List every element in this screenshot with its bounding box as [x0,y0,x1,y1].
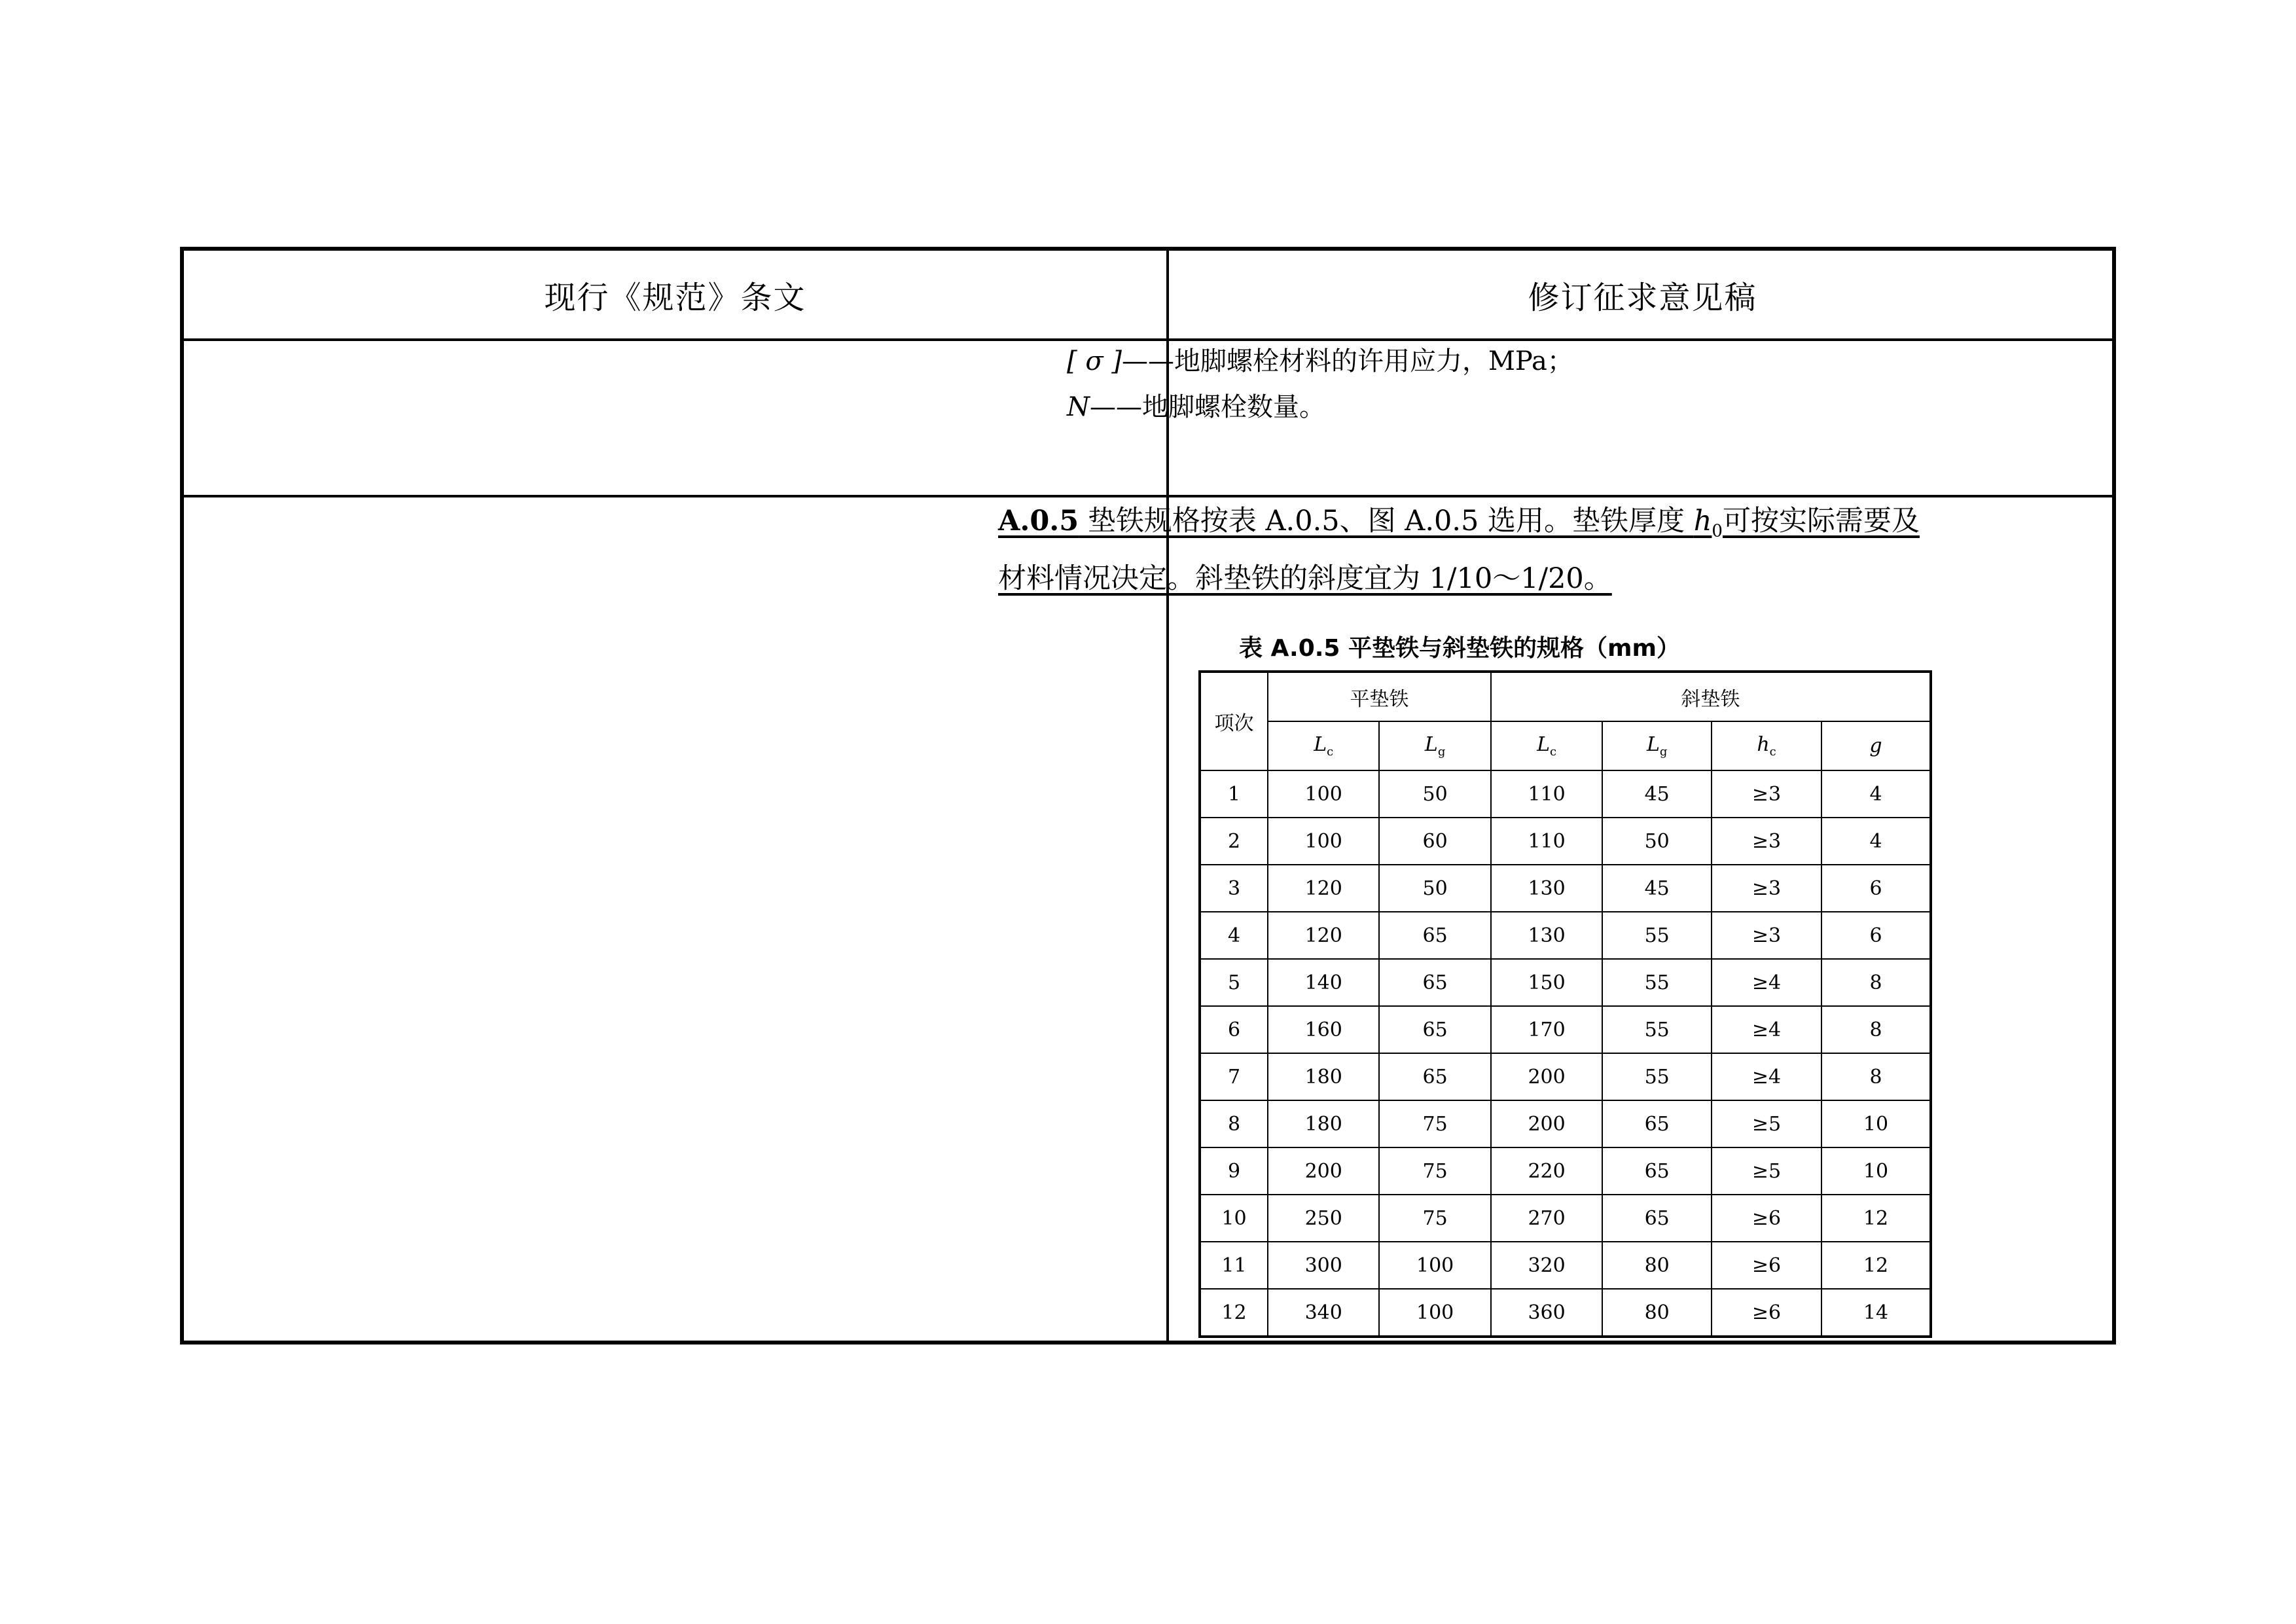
subheader-3: $L_g$ [1602,721,1712,770]
table-row [1200,1006,1931,1053]
table-cell: 45 [1602,770,1712,818]
table-cell: 150 [1491,959,1602,1006]
table-cell: 50 [1602,818,1712,865]
table-cell: 6 [1821,912,1931,959]
definition-text: ——地脚螺栓数量。 [1090,392,1325,422]
group-slope-header: 斜垫铁 [1491,672,1931,721]
table-cell: 340 [1268,1289,1379,1337]
table-caption: 表 A.0.5 平垫铁与斜垫铁的规格（mm） [1238,635,1681,662]
table-cell: ≥4 [1712,1053,1821,1100]
table-cell: 75 [1379,1195,1490,1242]
table-cell: 4 [1821,818,1931,865]
table-cell: 4 [1821,770,1931,818]
table-cell: 200 [1268,1147,1379,1195]
table-row [1200,1289,1931,1337]
table-cell: 110 [1491,818,1602,865]
table-cell: 12 [1200,1289,1268,1337]
table-cell: ≥3 [1712,818,1821,865]
table-cell: 6 [1200,1006,1268,1053]
table-row [1200,1147,1931,1195]
table-cell: 55 [1602,1006,1712,1053]
table-cell: ≥5 [1712,1147,1821,1195]
table-row [1200,912,1931,959]
table-cell: 12 [1821,1242,1931,1289]
table-cell: 45 [1602,865,1712,912]
table-clip [985,670,1932,1341]
table-cell: 140 [1268,959,1379,1006]
table-cell: ≥4 [1712,1006,1821,1053]
table-cell: 160 [1268,1006,1379,1053]
table-cell: 170 [1491,1006,1602,1053]
table-cell: 2 [1200,818,1268,865]
table-cell: 110 [1491,770,1602,818]
table-cell: 65 [1602,1195,1712,1242]
table-cell: 65 [1379,1006,1490,1053]
table-cell: 6 [1821,865,1931,912]
table-row [1200,865,1931,912]
table-cell: 12 [1821,1195,1931,1242]
table-row [1200,1242,1931,1289]
table-cell: 7 [1200,1053,1268,1100]
table-row [1200,959,1931,1006]
table-cell: 360 [1491,1289,1602,1337]
subheader-2: $L_c$ [1491,721,1602,770]
group-flat-header: 平垫铁 [1268,672,1491,721]
table-cell: ≥3 [1712,770,1821,818]
col-item-header: 项次 [1200,672,1268,770]
subheader-1: $L_g$ [1379,721,1490,770]
table-cell: 65 [1602,1147,1712,1195]
table-cell: 1 [1200,770,1268,818]
table-row [1200,770,1931,818]
table-cell: 60 [1379,818,1490,865]
subheader-5: g [1821,721,1931,770]
table-cell: ≥3 [1712,912,1821,959]
table-cell: 50 [1379,770,1490,818]
table-cell: 100 [1268,818,1379,865]
table-cell: 8 [1821,959,1931,1006]
table-cell: 80 [1602,1289,1712,1337]
table-cell: 180 [1268,1053,1379,1100]
table-cell: 65 [1379,912,1490,959]
table-cell: ≥5 [1712,1100,1821,1147]
header-divider [184,338,2112,341]
table-cell: 220 [1491,1147,1602,1195]
table-row [1200,1195,1931,1242]
header-current-clause: 现行《规范》条文 [544,279,806,316]
table-cell: 55 [1602,912,1712,959]
table-cell: ≥6 [1712,1289,1821,1337]
table-cell: 180 [1268,1100,1379,1147]
table-cell: 120 [1268,865,1379,912]
table-cell: 3 [1200,865,1268,912]
definition-sigma [1067,342,1573,381]
table-cell: 200 [1491,1100,1602,1147]
table-cell: 55 [1602,959,1712,1006]
table-cell: 10 [1821,1100,1931,1147]
table-cell: 5 [1200,959,1268,1006]
table-cell: 270 [1491,1195,1602,1242]
table-cell: 10 [1200,1195,1268,1242]
shim-spec-table [1198,670,1932,1338]
table-cell: 8 [1821,1006,1931,1053]
subheader-0: $L_c$ [1268,721,1379,770]
definition-text: ——地脚螺栓材料的许用应力，MPa； [1121,346,1573,376]
clause-symbol: $h_0$ [1693,505,1723,541]
table-cell: ≥6 [1712,1195,1821,1242]
clause-text-before: 垫铁规格按表 A.0.5、图 A.0.5 选用。垫铁厚度 [1079,505,1694,537]
table-cell: 120 [1268,912,1379,959]
table-cell: 65 [1379,959,1490,1006]
definition-symbol: [ σ ] [1067,346,1122,376]
table-cell: 8 [1821,1053,1931,1100]
table-row [1200,818,1931,865]
table-cell: 130 [1491,865,1602,912]
table-cell: 11 [1200,1242,1268,1289]
header-revision-draft: 修订征求意见稿 [1528,279,1757,316]
clause-a05 [998,497,1921,602]
table-cell: 100 [1379,1289,1490,1337]
table-cell: 250 [1268,1195,1379,1242]
table-row [1200,1053,1931,1100]
table-cell: 4 [1200,912,1268,959]
table-cell: 50 [1379,865,1490,912]
subheader-4: $h_c$ [1712,721,1821,770]
clause-text-after: 可按实际需要及材料情况决定。斜垫铁的斜度宜为 1/10～1/20。 [998,505,1920,595]
definition-n [1067,388,1325,427]
clause-number: A.0.5 [998,505,1079,537]
table-cell: 8 [1200,1100,1268,1147]
table-cell: 80 [1602,1242,1712,1289]
table-cell: ≥4 [1712,959,1821,1006]
definition-symbol: N [1067,392,1090,422]
table-cell: 55 [1602,1053,1712,1100]
table-cell: 100 [1379,1242,1490,1289]
table-cell: 65 [1602,1100,1712,1147]
table-cell: 9 [1200,1147,1268,1195]
table-cell: 200 [1491,1053,1602,1100]
table-cell: ≥3 [1712,865,1821,912]
table-cell: 65 [1379,1053,1490,1100]
table-cell: ≥6 [1712,1242,1821,1289]
table-cell: 130 [1491,912,1602,959]
table-row [1200,1100,1931,1147]
table-cell: 75 [1379,1147,1490,1195]
table-cell: 10 [1821,1147,1931,1195]
table-cell: 75 [1379,1100,1490,1147]
table-cell: 100 [1268,770,1379,818]
table-cell: 14 [1821,1289,1931,1337]
table-cell: 320 [1491,1242,1602,1289]
table-cell: 300 [1268,1242,1379,1289]
